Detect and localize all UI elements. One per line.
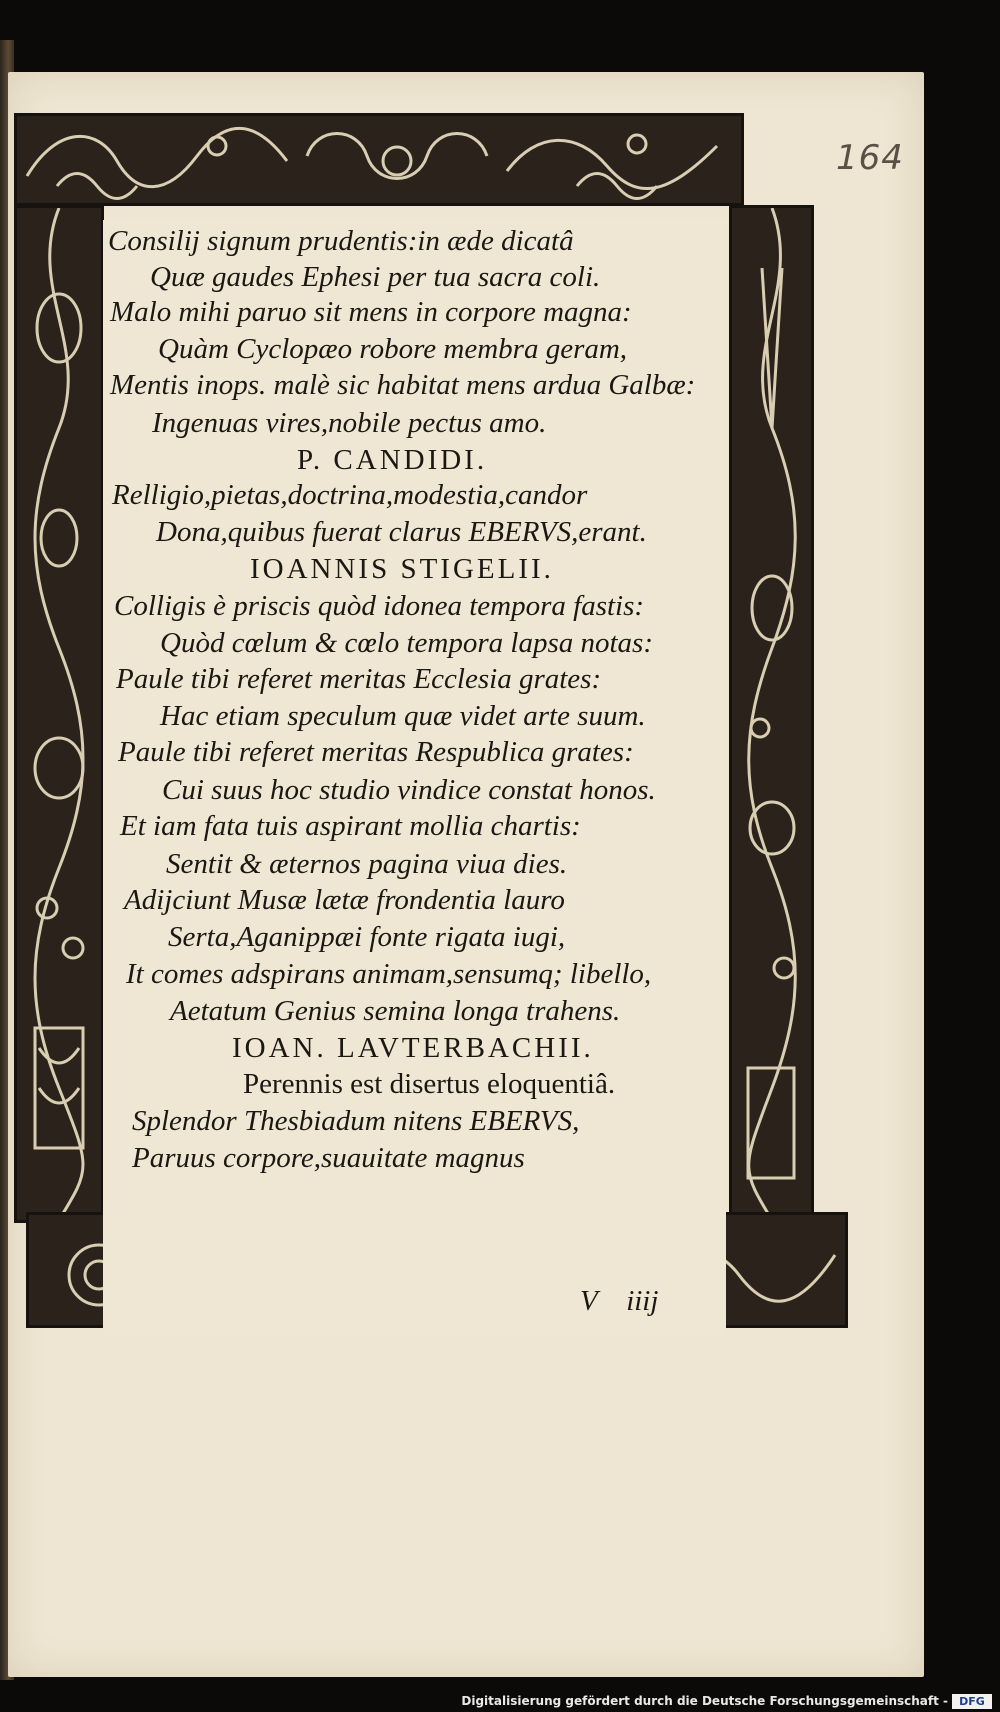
author-heading: IOAN. LAVTERBACHII. xyxy=(232,1032,594,1064)
verse-line: Perennis est disertus eloquentiâ. xyxy=(243,1068,616,1100)
verse-line: Mentis inops. malè sic habitat mens ardua Galbæ: xyxy=(110,369,696,401)
vine-ornament-icon xyxy=(17,208,101,1220)
dfg-logo: DFG xyxy=(952,1694,992,1709)
author-heading: P. CANDIDI. xyxy=(297,444,488,476)
verse-line: Paule tibi referet meritas Respublica grates: xyxy=(118,736,634,768)
verse-line: Consilij signum prudentis:in æde dicatâ xyxy=(108,225,574,257)
signature-mark: V iiij xyxy=(580,1285,659,1317)
woodcut-border-left xyxy=(14,205,104,1223)
verse-line: Sentit & æternos pagina viua dies. xyxy=(166,848,568,880)
folio-number: 164 xyxy=(836,138,904,178)
verse-line: Adijciunt Musæ lætæ frondentia lauro xyxy=(124,884,565,916)
verse-line: Relligio,pietas,doctrina,modestia,candor xyxy=(112,479,588,511)
verse-line: Hac etiam speculum quæ videt arte suum. xyxy=(160,700,646,732)
verse-line: Malo mihi paruo sit mens in corpore magna: xyxy=(110,296,632,328)
verse-line: Quòd cœlum & cœlo tempora lapsa notas: xyxy=(160,627,653,659)
verse-line: Ingenuas vires,nobile pectus amo. xyxy=(152,407,547,439)
floral-ornament-icon xyxy=(17,116,741,203)
verse-line: Serta,Aganippæi fonte rigata iugi, xyxy=(168,921,566,953)
verse-line: Paruus corpore,suauitate magnus xyxy=(132,1142,525,1174)
verse-line: Cui suus hoc studio vindice constat honos. xyxy=(162,774,656,806)
verse-line: It comes adspirans animam,sensumq; libello, xyxy=(126,958,652,990)
woodcut-border-top xyxy=(14,113,744,206)
woodcut-border-right xyxy=(729,205,814,1223)
verse-line: Colligis è priscis quòd idonea tempora fastis: xyxy=(114,590,645,622)
vine-ornament-icon xyxy=(732,208,811,1220)
digitization-credit: Digitalisierung gefördert durch die Deutsche Forschungsgemeinschaft - xyxy=(461,1694,948,1708)
verse-line: Quæ gaudes Ephesi per tua sacra coli. xyxy=(150,261,601,293)
verse-line: Aetatum Genius semina longa trahens. xyxy=(170,995,621,1027)
verse-line: Quàm Cyclopæo robore membra geram, xyxy=(158,333,628,365)
author-heading: IOANNIS STIGELII. xyxy=(250,553,554,585)
verse-line: Dona,quibus fuerat clarus EBERVS,erant. xyxy=(156,516,647,548)
verse-line: Et iam fata tuis aspirant mollia chartis: xyxy=(120,810,581,842)
verse-line: Paule tibi referet meritas Ecclesia grates: xyxy=(116,663,602,695)
verse-line: Splendor Thesbiadum nitens EBERVS, xyxy=(132,1105,580,1137)
